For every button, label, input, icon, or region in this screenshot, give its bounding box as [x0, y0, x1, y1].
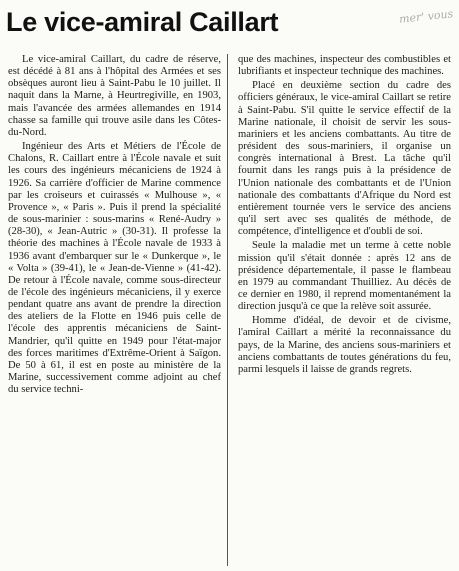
- article-body: [8, 54, 451, 566]
- paragraph: Homme d'idéal, de devoir et de civisme, l'amiral Caillart a mérité la reconnaissance du pays, de la Marine, des anciens sous-mariniers et anciens combattants de toutes générations du feu, parmi lesquels il laisse de grands regrets.: [238, 315, 451, 375]
- handwritten-annotation: mer' vous: [398, 7, 454, 26]
- article-headline: Le vice-amiral Caillart: [6, 7, 279, 37]
- paragraph: Ingénieur des Arts et Métiers de l'École de Chalons, R. Caillart entre à l'École navale et suit les cours des ingénieurs mécaniciens de 1924 à 1926. Sa carrière d'officier de Marine commence par les croiseurs et cuirassés « Mulhouse », « Provence », « Paris ». Puis il prend la spécialité de sous-marinier : sous-marins « René-Audry » (28-30), « Jean-Autric » (30-31). Il professe la théorie des machines à l'École navale de 1933 à 1936 avant d'embarquer sur le « Dunkerque », le « Volta » (39-41), le « Jean-de-Vienne » (41-42). De retour à l'École navale, comme sous-directeur de l'école des ingénieurs mécaniciens, il y exerce pendant quatre ans avant de prendre la direction des ateliers de la Flotte en 1946 puis celle de l'école des apprentis mécaniciens de Saint-Mandrier, qu'il quitte en 1949 pour l'état-major des forces maritimes d'Extrême-Orient à Saïgon. De 50 à 61, il est en poste au ministère de la Marine, successivement comme adjoint au chef du service techni-: [8, 141, 221, 396]
- left-column: [8, 54, 228, 566]
- right-column: [238, 54, 451, 566]
- paragraph: Le vice-amiral Caillart, du cadre de réserve, est décédé à 81 ans à l'hôpital des Armées et ses obsèques auront lieu à Saint-Pabu le 10 juillet. Il naquit dans la Marne, à Heurtregiville, en 1903, mais l'avancée des armées allemandes en 1914 chasse sa famille qui trouve asile dans les Côtes-du-Nord.: [8, 54, 221, 138]
- paragraph: Seule la maladie met un terme à cette noble mission qu'il s'était donnée : après 12 ans de présidence départementale, il passe le flambeau en 1979 au commandant Thuilliez. Au décès de ce dernier en 1980, il reprend momentanément la direction jusqu'à ce que la relève soit assurée.: [238, 240, 451, 313]
- paragraph: Placé en deuxième section du cadre des officiers généraux, le vice-amiral Caillart se retire à Saint-Pabu. S'il quitte le service effectif de la Marine nationale, il choisit de servir les sous-mariniers et les anciens combattants. Au titre de président des sous-mariniers, il organise un congrès international à Brest. La tâche qu'il fournit dans les rangs puis à la présidence de l'Union nationale des combattants et de l'Union nationale des combattants d'Afrique du Nord est entièrement tournée vers le service des anciens qu'il sert avec ses qualités de méthode, de compétence, d'intelligence et d'oubli de soi.: [238, 80, 451, 238]
- paragraph: que des machines, inspecteur des combustibles et lubrifiants et inspecteur technique des machines.: [238, 54, 451, 78]
